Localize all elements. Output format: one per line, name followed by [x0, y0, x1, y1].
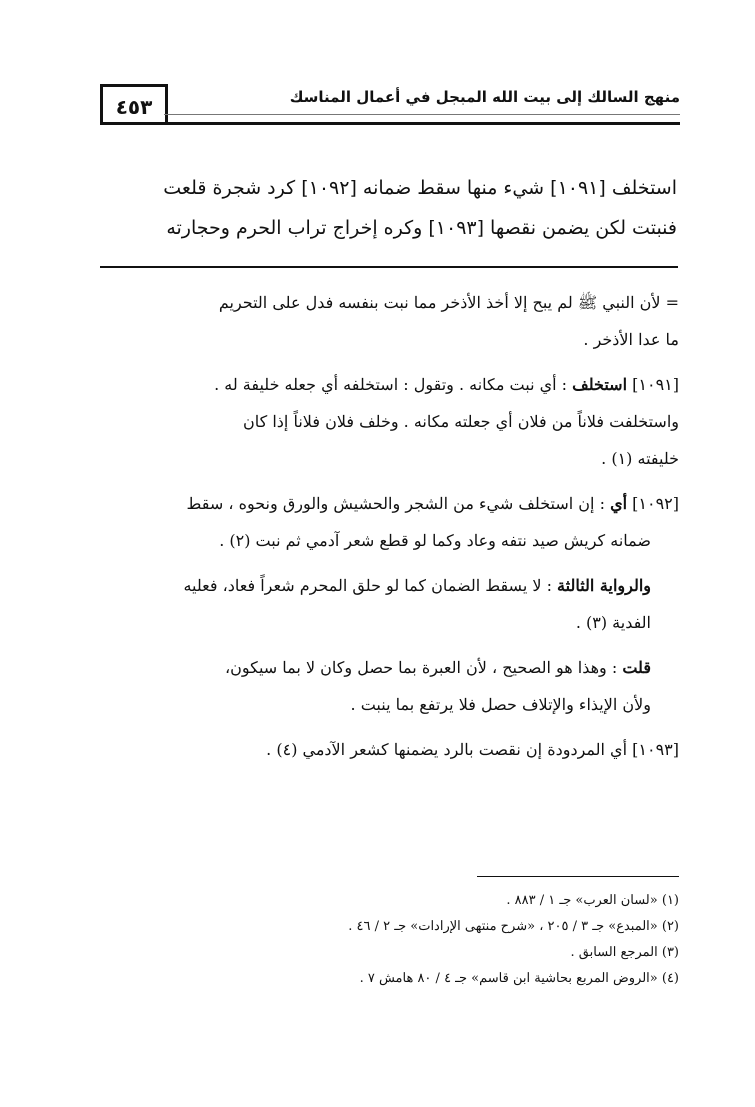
commentary-line	[73, 567, 651, 604]
commentary	[73, 284, 679, 776]
commentary-text: : لا يسقط الضمان كما لو حلق المحرم شعراً فعاد، فعليه	[183, 576, 552, 595]
commentary-line: خليفته (١) .	[601, 449, 679, 468]
defined-term: استخلف	[572, 375, 628, 394]
commentary-line	[73, 485, 679, 522]
main-text-divider	[100, 266, 678, 268]
page-number: ٤٥٣	[100, 84, 168, 125]
commentary-text: : إن استخلف شيء من الشجر والحشيش والورق ونحوه ، سقط	[186, 494, 605, 513]
commentary-paragraph	[73, 485, 679, 559]
commentary-paragraph	[73, 284, 679, 358]
commentary-line: = لأن النبي ﷺ لم يبح إلا أخذ الأذخر مما نبت بنفسه فدل على التحريم	[218, 293, 679, 312]
commentary-line	[73, 649, 651, 686]
commentary-text: أي المردودة إن نقصت بالرد يضمنها كشعر الآدمي (٤) .	[266, 740, 628, 759]
page-header	[100, 84, 680, 128]
commentary-paragraph	[73, 366, 679, 477]
commentary-text: : أي نبت مكانه . وتقول : استخلفه أي جعله خليفة له .	[214, 375, 568, 394]
commentary-text: : وهذا هو الصحيح ، لأن العبرة بما حصل وكان لا بما سيكون،	[224, 658, 618, 677]
main-text-line: استخلف [١٠٩١] شيء منها سقط ضمانه [١٠٩٢] كرد شجرة قلعت	[163, 177, 677, 199]
main-text-line: فنبتت لكن يضمن نقصها [١٠٩٣] وكره إخراج تراب الحرم وحجارته	[166, 217, 677, 239]
commentary-line	[73, 731, 679, 768]
commentary-paragraph	[73, 649, 679, 723]
defined-term: والرواية الثالثة	[557, 576, 651, 595]
commentary-line: ولأن الإيذاء والإتلاف حصل فلا يرتفع بما ينبت .	[350, 695, 651, 714]
defined-term: أي	[610, 494, 628, 513]
footnote-divider	[477, 876, 679, 877]
footnote: (١) «لسان العرب» جـ ١ / ٨٨٣ .	[506, 893, 679, 908]
commentary-line: ضمانه كريش صيد نتفه وعاد وكما لو قطع شعر آدمي ثم نبت (٢) .	[219, 531, 651, 550]
note-reference: [١٠٩٢]	[632, 494, 679, 513]
note-reference: [١٠٩٣]	[632, 740, 679, 759]
footnotes	[73, 888, 679, 992]
header-rule	[100, 122, 680, 125]
header-rule-thin	[164, 114, 680, 115]
running-title: منهج السالك إلى بيت الله المبجل في أعمال المناسك	[289, 88, 680, 106]
footnote: (٢) «المبدع» جـ ٣ / ٢٠٥ ، «شرح منتهى الإرادات» جـ ٢ / ٤٦ .	[348, 919, 679, 934]
commentary-line: واستخلفت فلاناً من فلان أي جعلته مكانه . وخلف فلان فلاناً إذا كان	[243, 412, 679, 431]
main-text	[77, 168, 677, 248]
commentary-paragraph	[73, 567, 679, 641]
footnote: (٣) المرجع السابق .	[570, 945, 679, 960]
note-reference: [١٠٩١]	[632, 375, 679, 394]
commentary-line: الفدية (٣) .	[575, 613, 651, 632]
defined-term: قلت	[622, 658, 651, 677]
commentary-line: ما عدا الأذخر .	[583, 330, 679, 349]
commentary-line	[73, 366, 679, 403]
footnote: (٤) «الروض المربع بحاشية ابن قاسم» جـ ٤ / ٨٠ هامش ٧ .	[359, 971, 679, 986]
commentary-paragraph	[73, 731, 679, 768]
